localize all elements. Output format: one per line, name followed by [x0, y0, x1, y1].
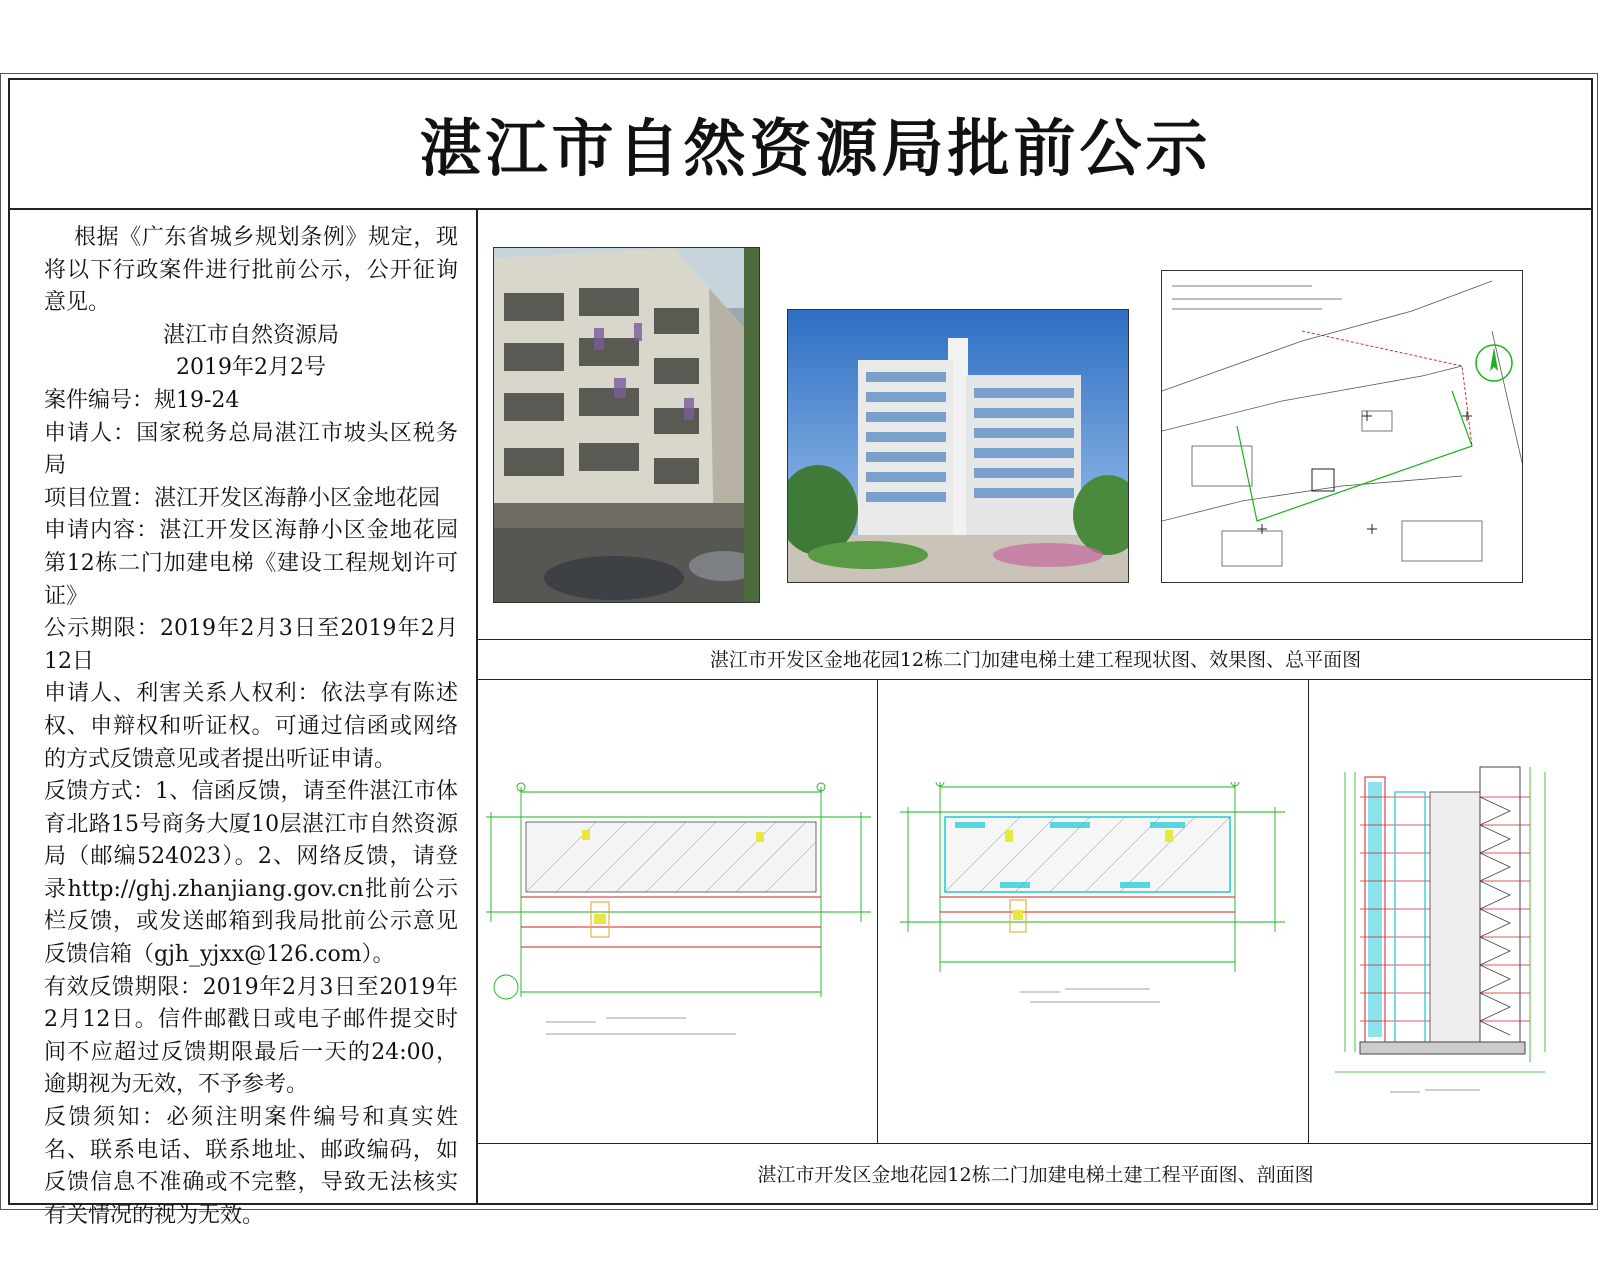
section-drawing — [1330, 762, 1580, 1097]
drawing-divider-1 — [877, 680, 878, 1143]
standard-floor-plan-drawing — [900, 782, 1285, 1022]
feedback-method: 反馈方式：1、信函反馈，请至件湛江市体育北路15号商务大厦10层湛江市自然资源局（邮编524023）。2、网络反馈，请登录http://ghj.zhanjiang.gov.cn批前公示栏反馈，或发送邮箱到我局批前公示意见反馈信箱（gjh_yjxx@126.com）。 — [44, 779, 458, 968]
applicant: 申请人：国家税务总局湛江市坡头区税务局 — [44, 420, 458, 479]
site-plan-drawing — [1161, 270, 1523, 583]
existing-building-photo — [493, 247, 760, 603]
rendering-image — [787, 309, 1129, 583]
caption-top: 湛江市开发区金地花园12栋二门加建电梯土建工程现状图、效果图、总平面图 — [478, 640, 1593, 680]
case-number: 案件编号：规19-24 — [44, 387, 240, 413]
notice-date: 2019年2月2号 — [176, 355, 326, 381]
ground-floor-plan-drawing — [486, 782, 871, 1052]
application-content: 申请内容：湛江开发区海静小区金地花园第12栋二门加建电梯《建设工程规划许可证》 — [44, 518, 458, 609]
notice-text-column — [8, 210, 478, 1228]
caption-bottom: 湛江市开发区金地花园12栋二门加建电梯土建工程平面图、剖面图 — [478, 1143, 1593, 1205]
project-location: 项目位置：湛江开发区海静小区金地花园 — [44, 485, 441, 511]
drawing-divider-2 — [1308, 680, 1309, 1143]
notice-intro: 根据《广东省城乡规划条例》规定，现将以下行政案件进行批前公示，公开征询意见。 — [44, 225, 458, 316]
title-row — [8, 78, 1593, 210]
notice-period: 公示期限：2019年2月3日至2019年2月12日 — [44, 616, 458, 674]
page-title: 湛江市自然资源局批前公示 — [419, 111, 1212, 185]
feedback-notes: 反馈须知：必须注明案件编号和真实姓名、联系电话、联系地址、邮政编码，如反馈信息不准确或不完整，导致无法核实有关情况的视为无效。 — [44, 1105, 458, 1228]
rights-statement: 申请人、利害关系人权利：依法享有陈述权、申辩权和听证权。可通过信函或网络的方式反馈意见或者提出听证申请。 — [44, 681, 458, 772]
notice-issuer: 湛江市自然资源局 — [162, 322, 339, 348]
valid-feedback-period: 有效反馈期限：2019年2月3日至2019年2月12日。信件邮戳日或电子邮件提交时间不应超过反馈期限最后一天的24:00，逾期视为无效，不予参考。 — [44, 974, 458, 1098]
